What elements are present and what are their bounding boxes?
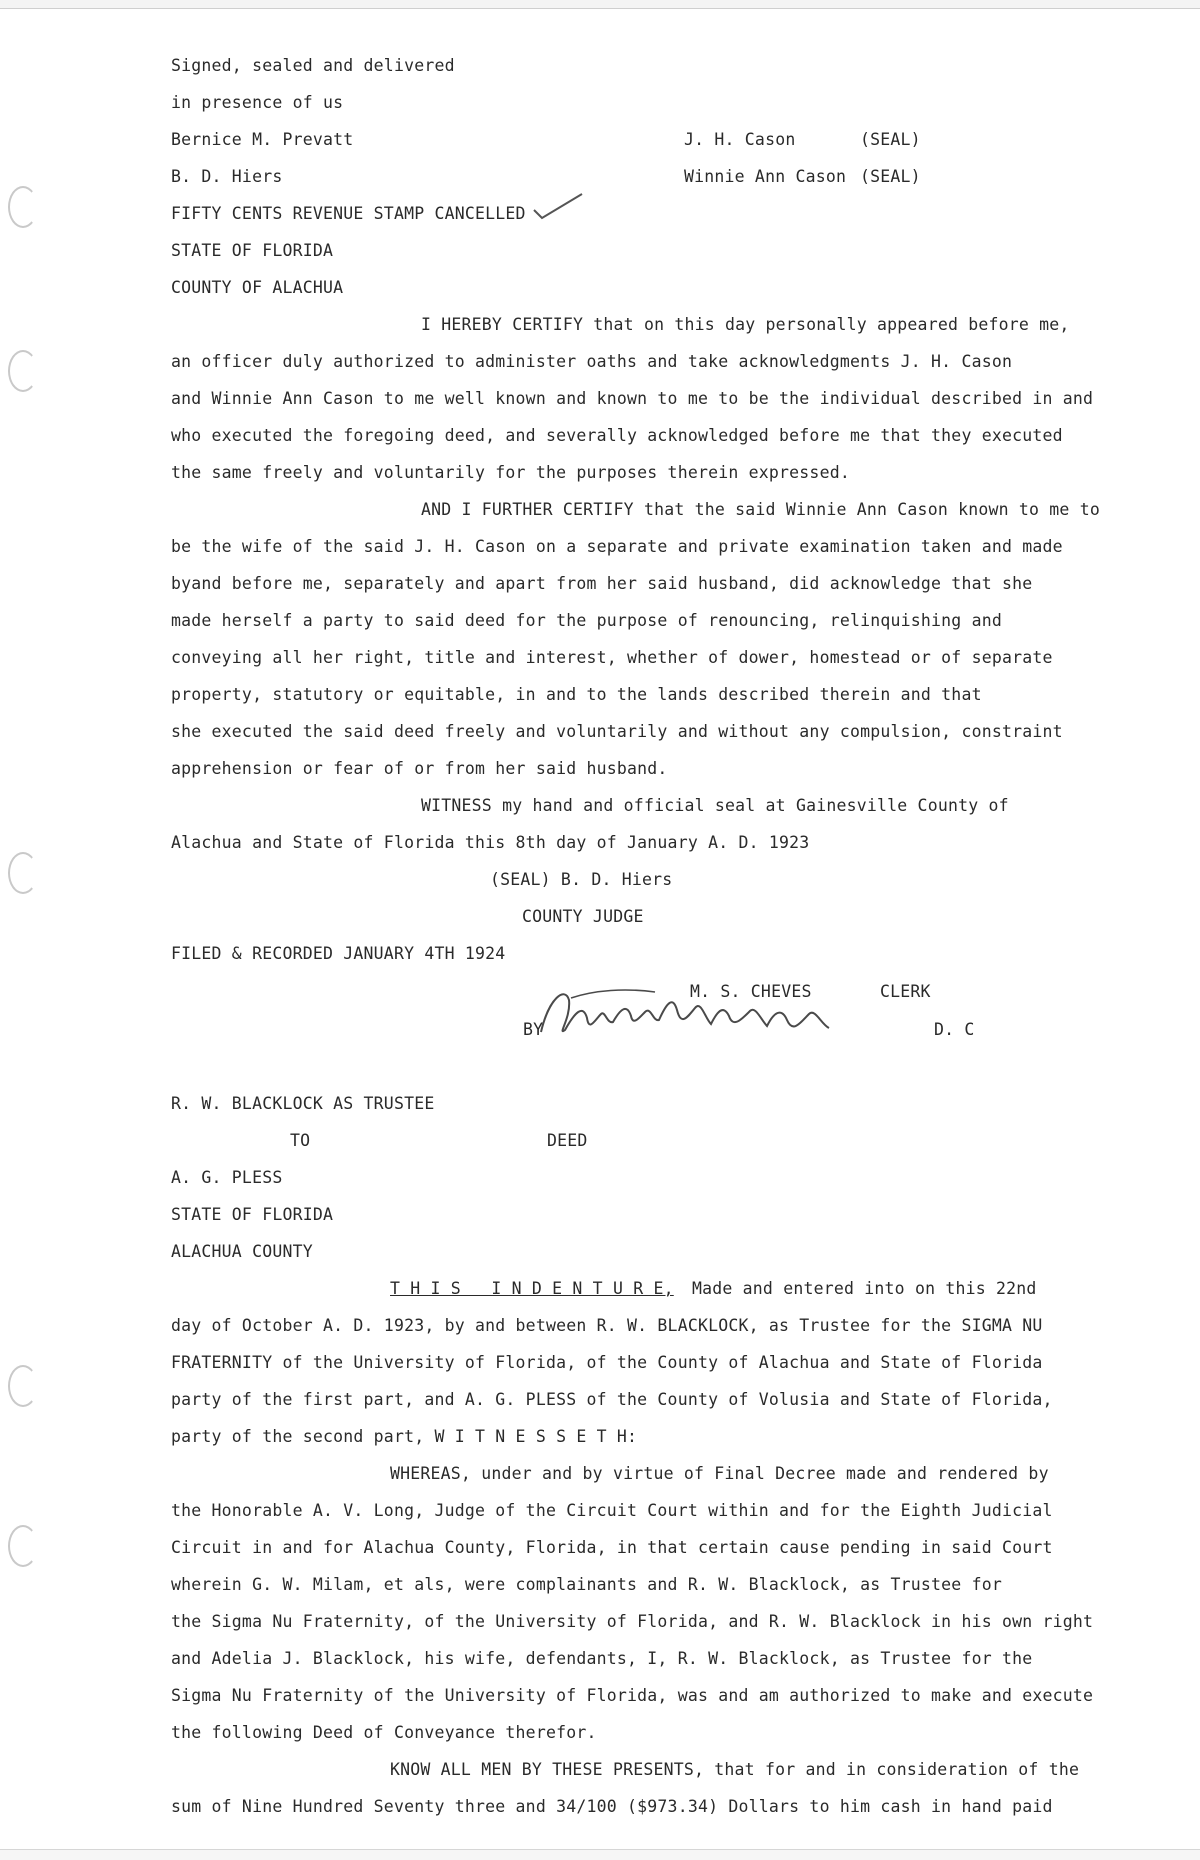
indenture-line: KNOW ALL MEN BY THESE PRESENTS, that for and in consideration of the <box>390 1760 1080 1779</box>
signing-line-1: Signed, sealed and delivered <box>171 56 455 75</box>
seal-mark: (SEAL) <box>860 130 921 149</box>
certificate-line: AND I FURTHER CERTIFY that the said Winnie Ann Cason known to me to <box>421 500 1100 519</box>
to-heading: TO <box>290 1131 311 1150</box>
checkmark-icon <box>532 192 584 224</box>
signer-name: J. H. Cason <box>684 130 796 149</box>
judge-title: COUNTY JUDGE <box>522 907 644 926</box>
binder-hole <box>8 350 38 392</box>
indenture-line: party of the second part, W I T N E S S E T H: <box>171 1427 638 1446</box>
certificate-line: WITNESS my hand and official seal at Gainesville County of <box>421 796 1009 815</box>
page-top-edge <box>0 0 1200 9</box>
by-label: BY <box>523 1020 544 1039</box>
indenture-line: Made and entered into on this 22nd <box>692 1279 1037 1298</box>
clerk-title: CLERK <box>880 982 931 1001</box>
handwritten-signature <box>535 978 835 1050</box>
seal-mark: (SEAL) <box>860 167 921 186</box>
state-heading: STATE OF FLORIDA <box>171 241 334 260</box>
indenture-line: and Adelia J. Blacklock, his wife, defendants, I, R. W. Blacklock, as Trustee for the <box>171 1649 1033 1668</box>
indenture-line: wherein G. W. Milam, et als, were complainants and R. W. Blacklock, as Trustee for <box>171 1575 1002 1594</box>
certificate-line: conveying all her right, title and interest, whether of dower, homestead or of separate <box>171 648 1053 667</box>
page-bottom-edge <box>0 1849 1200 1860</box>
indenture-line: Circuit in and for Alachua County, Florida, in that certain cause pending in said Court <box>171 1538 1053 1557</box>
certificate-line: byand before me, separately and apart from her said husband, did acknowledge that she <box>171 574 1033 593</box>
certificate-line: she executed the said deed freely and voluntarily and without any compulsion, constraint <box>171 722 1063 741</box>
grantor-heading: R. W. BLACKLOCK AS TRUSTEE <box>171 1094 435 1113</box>
county-heading: ALACHUA COUNTY <box>171 1242 313 1261</box>
indenture-line: FRATERNITY of the University of Florida, of the County of Alachua and State of Florida <box>171 1353 1043 1372</box>
binder-hole <box>8 852 38 894</box>
indenture-line: WHEREAS, under and by virtue of Final Decree made and rendered by <box>390 1464 1049 1483</box>
indenture-line: party of the first part, and A. G. PLESS of the County of Volusia and State of Florida, <box>171 1390 1053 1409</box>
certificate-line: an officer duly authorized to administer oaths and take acknowledgments J. H. Cason <box>171 352 1013 371</box>
certificate-line: who executed the foregoing deed, and severally acknowledged before me that they executed <box>171 426 1063 445</box>
indenture-line: Sigma Nu Fraternity of the University of Florida, was and am authorized to make and execute <box>171 1686 1094 1705</box>
signer-name: Winnie Ann Cason <box>684 167 847 186</box>
indenture-heading: T H I S I N D E N T U R E, <box>390 1279 674 1298</box>
indenture-line: the Sigma Nu Fraternity, of the University of Florida, and R. W. Blacklock in his own right <box>171 1612 1094 1631</box>
signing-line-2: in presence of us <box>171 93 344 112</box>
deputy-clerk-label: D. C <box>934 1020 975 1039</box>
certificate-line: made herself a party to said deed for the purpose of renouncing, relinquishing and <box>171 611 1002 630</box>
deed-type-heading: DEED <box>547 1131 588 1150</box>
indenture-line: the following Deed of Conveyance therefor. <box>171 1723 597 1742</box>
certificate-line: I HEREBY CERTIFY that on this day personally appeared before me, <box>421 315 1070 334</box>
witness-name: Bernice M. Prevatt <box>171 130 354 149</box>
indenture-line: the Honorable A. V. Long, Judge of the Circuit Court within and for the Eighth Judicial <box>171 1501 1053 1520</box>
filed-recorded-line: FILED & RECORDED JANUARY 4TH 1924 <box>171 944 506 963</box>
binder-hole <box>8 1365 38 1407</box>
state-heading: STATE OF FLORIDA <box>171 1205 334 1224</box>
binder-hole <box>8 1525 38 1567</box>
clerk-name: M. S. CHEVES <box>690 982 812 1001</box>
indenture-line: sum of Nine Hundred Seventy three and 34/100 ($973.34) Dollars to him cash in hand paid <box>171 1797 1053 1816</box>
judge-seal-signature: (SEAL) B. D. Hiers <box>490 870 673 889</box>
certificate-line: Alachua and State of Florida this 8th day of January A. D. 1923 <box>171 833 810 852</box>
certificate-line: property, statutory or equitable, in and to the lands described therein and that <box>171 685 982 704</box>
witness-name: B. D. Hiers <box>171 167 283 186</box>
county-heading: COUNTY OF ALACHUA <box>171 278 344 297</box>
certificate-line: the same freely and voluntarily for the purposes therein expressed. <box>171 463 850 482</box>
certificate-line: be the wife of the said J. H. Cason on a separate and private examination taken and made <box>171 537 1063 556</box>
certificate-line: apprehension or fear of or from her said husband. <box>171 759 668 778</box>
revenue-stamp-note: FIFTY CENTS REVENUE STAMP CANCELLED <box>171 204 526 223</box>
indenture-line: day of October A. D. 1923, by and between R. W. BLACKLOCK, as Trustee for the SIGMA NU <box>171 1316 1043 1335</box>
grantee-heading: A. G. PLESS <box>171 1168 283 1187</box>
binder-hole <box>8 186 38 228</box>
certificate-line: and Winnie Ann Cason to me well known and known to me to be the individual described in and <box>171 389 1094 408</box>
